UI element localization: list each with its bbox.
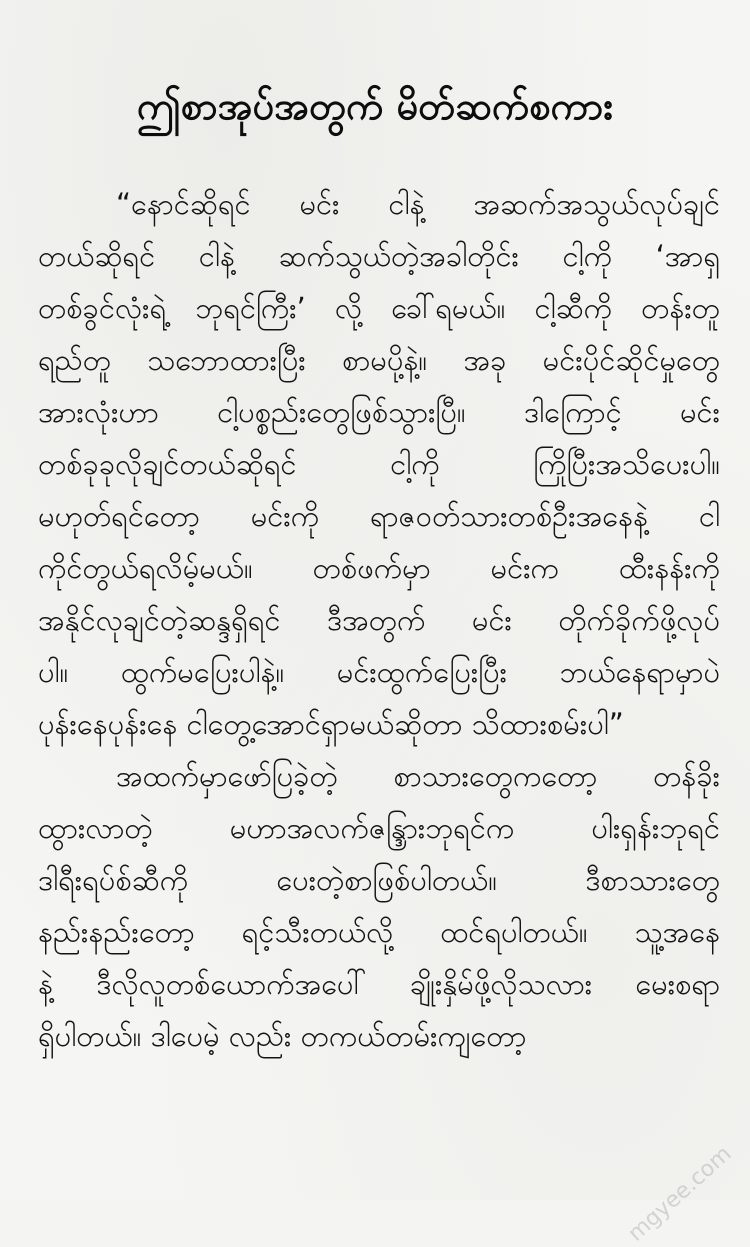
text-line: တစ်ခုခုလိုချင်တယ်ဆိုရင် ငါ့ကို ကြိုပြီးအသိပေးပါ။ bbox=[38, 447, 720, 481]
text-line: ထွားလာတဲ့ မဟာအလက်ဇန္ဒြားဘုရင်က ပါးရှန်းဘုရင် bbox=[38, 811, 720, 845]
text-line: “နောင်ဆိုရင် မင်း ငါနဲ့ အဆက်အသွယ်လုပ်ချင် bbox=[116, 187, 720, 221]
text-line: ရည်တူ သဘောထားပြီး စာမပို့နဲ့။ အခု မင်းပိုင်ဆိုင်မှုတွေ bbox=[38, 343, 720, 377]
text-line: တယ်ဆိုရင် ငါနဲ့ ဆက်သွယ်တဲ့အခါတိုင်း ငါ့ကို ‘အာရှ bbox=[38, 239, 720, 273]
text-line: နည်းနည်းတော့ ရင့်သီးတယ်လို့ ထင်ရပါတယ်။ သူ့အနေ bbox=[38, 915, 720, 949]
text-line: ပါ။ ထွက်မပြေးပါနဲ့။ မင်းထွက်ပြေးပြီး ဘယ်နေရာမှာပဲ bbox=[38, 655, 720, 689]
paragraph-1 bbox=[38, 178, 720, 750]
text-line: အားလုံးဟာ ငါ့ပစ္စည်းတွေဖြစ်သွားပြီ။ ဒါကြောင့် မင်း bbox=[38, 395, 720, 429]
text-line: တစ်ခွင်လုံးရဲ့ ဘုရင်ကြီး’ လို့ ခေါ်ရမယ်။ ငါ့ဆီကို တန်းတူ bbox=[38, 291, 720, 325]
text-line: ကိုင်တွယ်ရလိမ့်မယ်။ တစ်ဖက်မှာ မင်းက ထီးနန်းကို bbox=[38, 551, 720, 585]
text-line: အထက်မှာဖော်ပြခဲ့တဲ့ စာသားတွေကတော့ တန်ခိုး bbox=[116, 759, 720, 793]
page-title: ဤစာအုပ်အတွက် မိတ်ဆက်စကား bbox=[136, 84, 614, 128]
text-line: ရှိပါတယ်။ ဒါပေမဲ့ လည်း တကယ်တမ်းကျတော့ bbox=[38, 1019, 527, 1053]
body-text bbox=[38, 178, 720, 1062]
text-line: ဒါရီးရပ်စ်ဆီကို ပေးတဲ့စာဖြစ်ပါတယ်။ ဒီစာသားတွေ bbox=[38, 863, 720, 897]
text-line: အနိုင်လုချင်တဲ့ဆန္ဒရှိရင် ဒီအတွက် မင်း တိုက်ခိုက်ဖို့လုပ် bbox=[38, 603, 720, 637]
text-line: ပုန်းနေပုန်းနေ ငါတွေ့အောင်ရှာမယ်ဆိုတာ သိထားစမ်းပါ” bbox=[38, 707, 624, 741]
text-line: မဟုတ်ရင်တော့ မင်းကို ရာဇဝတ်သားတစ်ဦးအနေနဲ့ ငါ bbox=[38, 499, 720, 533]
watermark: mgyee.com bbox=[623, 1141, 736, 1247]
text-line: နဲ့ ဒီလိုလူတစ်ယောက်အပေါ် ချိုးနှိမ်ဖို့လိုသလား မေးစရာ bbox=[38, 967, 720, 1001]
paragraph-2 bbox=[38, 750, 720, 1062]
